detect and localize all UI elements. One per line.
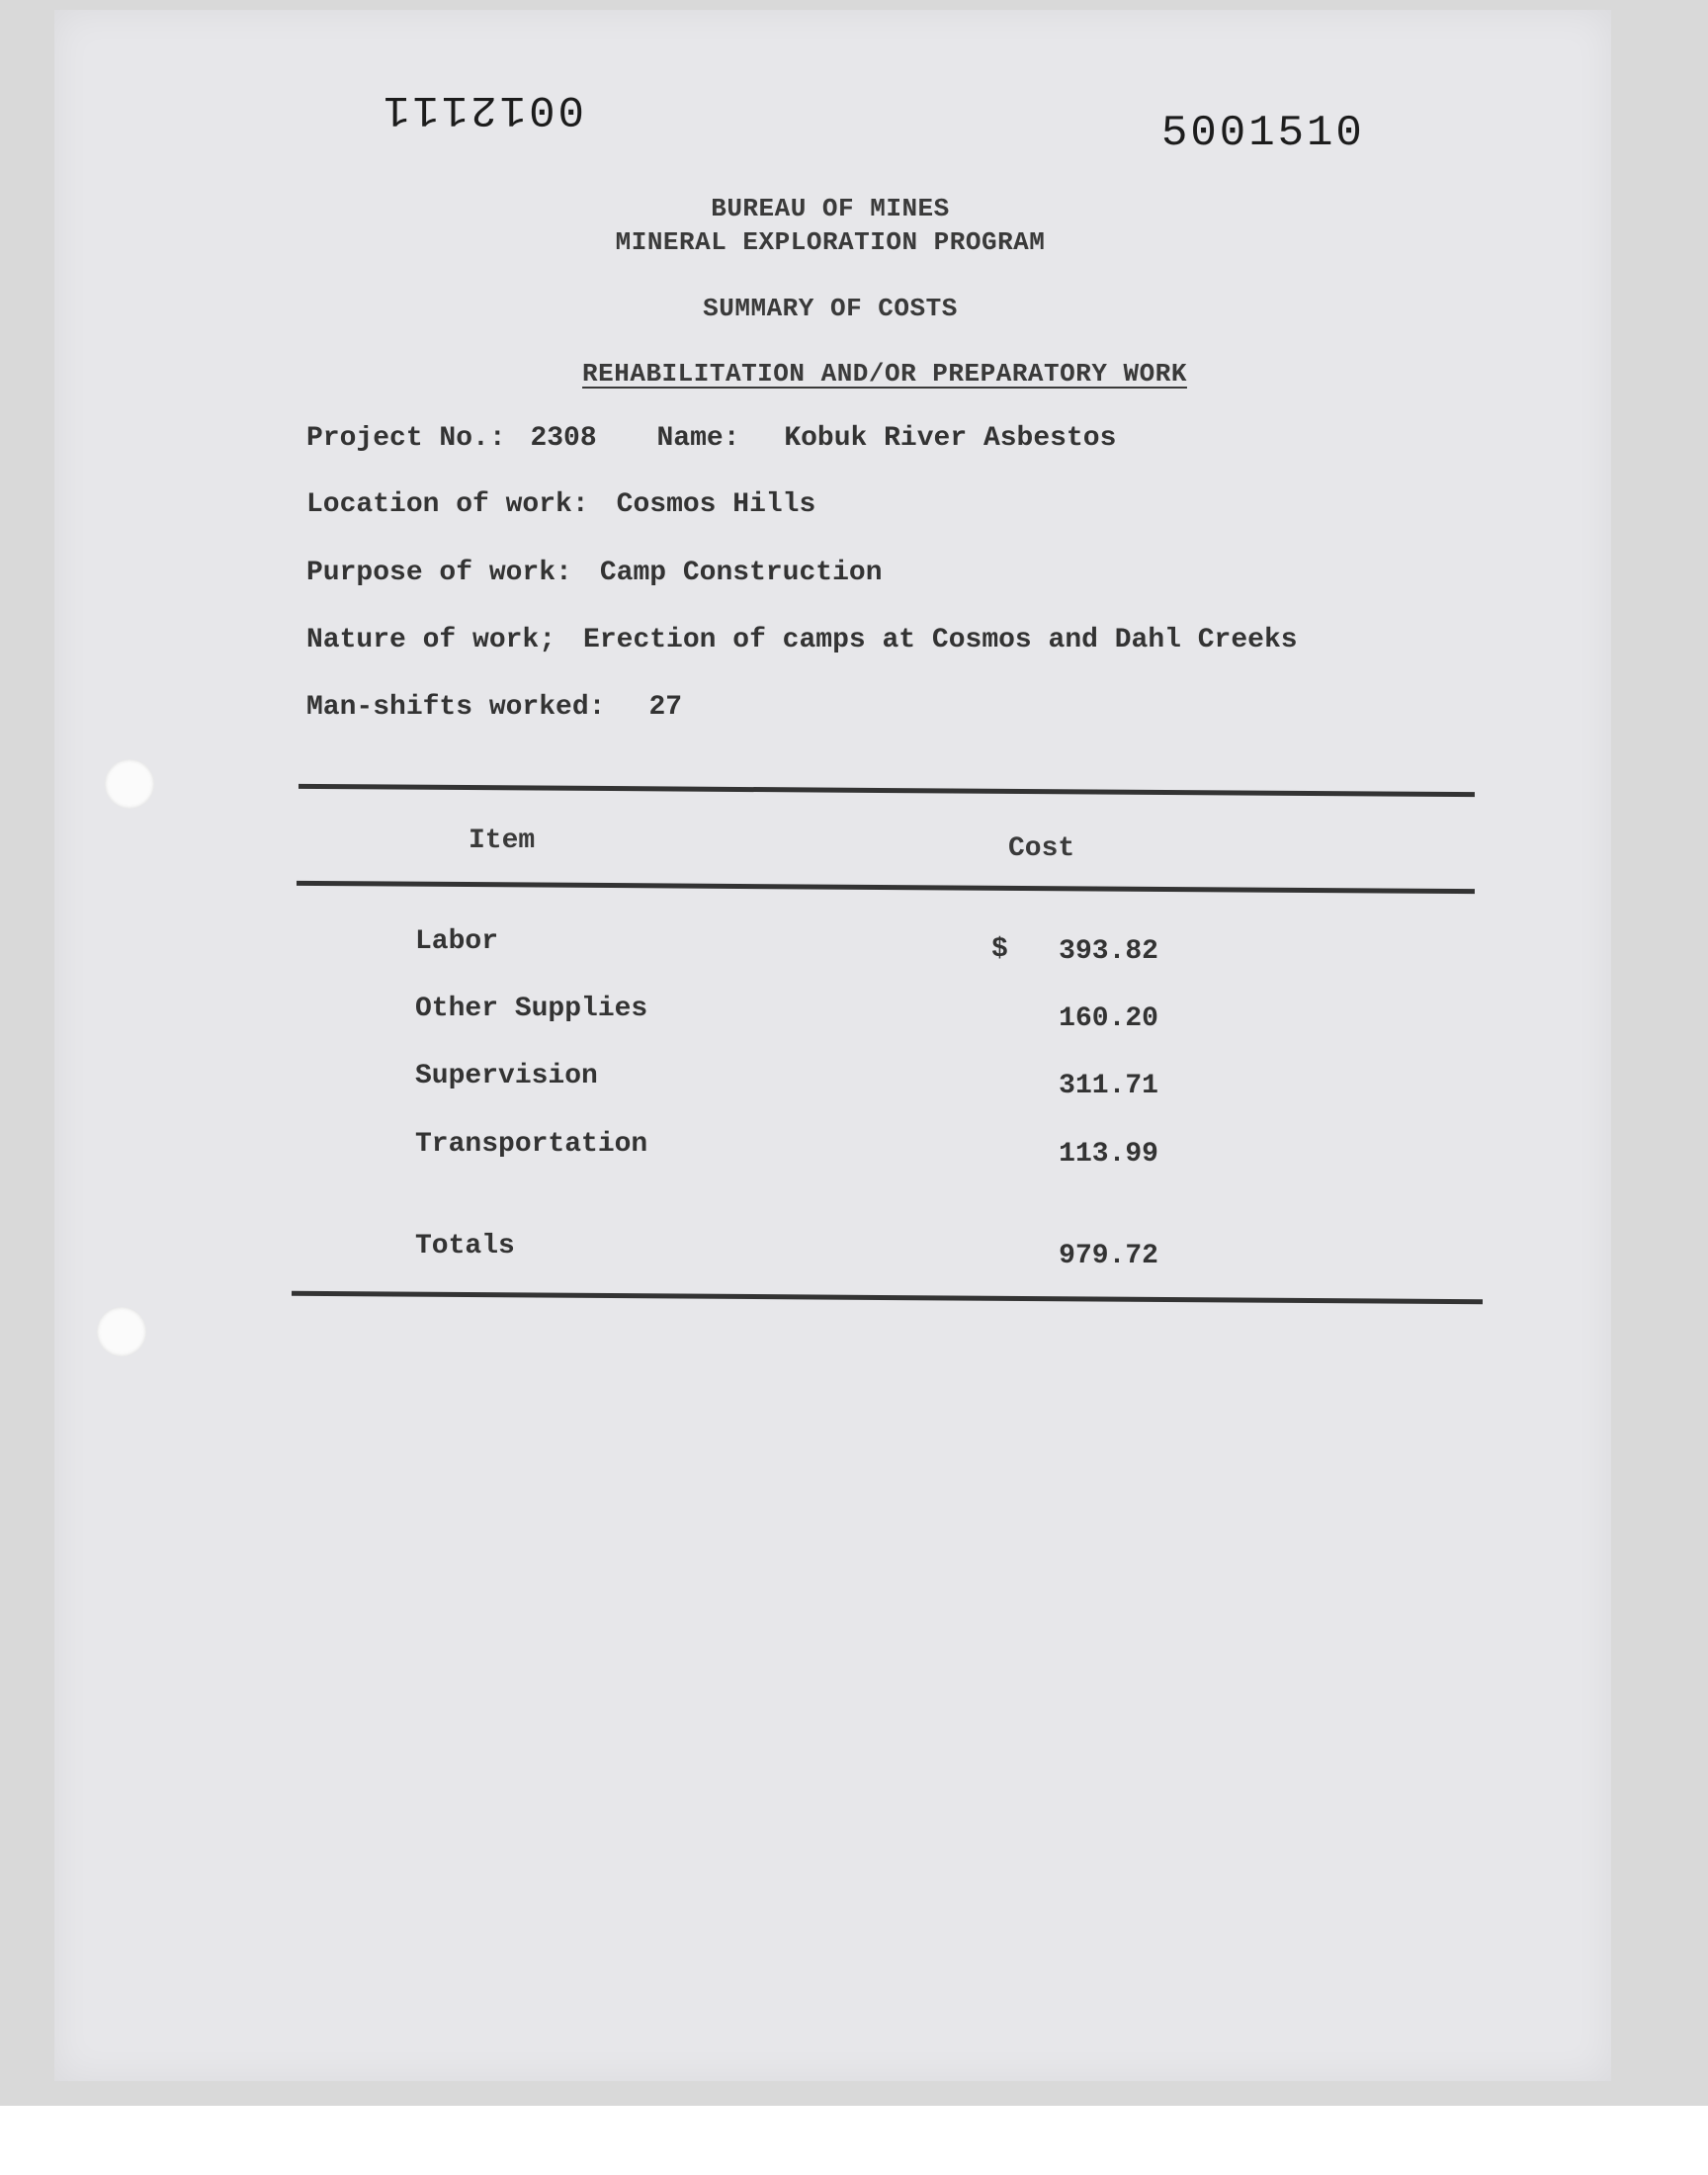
location-field [306, 489, 815, 520]
nature-label: Nature of work; [306, 625, 556, 655]
header-agency: BUREAU OF MINES [711, 194, 950, 223]
row-cost-other-supplies: 160.20 [1059, 1003, 1158, 1034]
document-stamp-number: 5001510 [1161, 109, 1365, 158]
totals-label: Totals [415, 1231, 515, 1262]
project-number: 2308 [530, 423, 597, 454]
shifts-label: Man-shifts worked: [306, 692, 606, 723]
punch-hole-top [105, 759, 154, 809]
project-label: Project No.: [306, 423, 506, 454]
row-cost-supervision: 311.71 [1059, 1071, 1158, 1101]
row-cost-transportation: 113.99 [1059, 1139, 1158, 1170]
shifts-value: 27 [648, 692, 683, 723]
totals-value: 979.72 [1059, 1241, 1158, 1271]
page-subtitle: REHABILITATION AND/OR PREPARATORY WORK [582, 359, 1187, 389]
purpose-label: Purpose of work: [306, 558, 572, 588]
document-stamp-upside-down: 0012111 [381, 84, 584, 133]
row-label-other-supplies: Other Supplies [415, 994, 648, 1024]
name-value: Kobuk River Asbestos [784, 423, 1117, 454]
row-label-labor: Labor [415, 926, 499, 957]
nature-field [306, 625, 1298, 655]
nature-value: Erection of camps at Cosmos and Dahl Creeks [583, 625, 1298, 655]
location-value: Cosmos Hills [616, 489, 816, 520]
shifts-field [306, 692, 682, 723]
page-title: SUMMARY OF COSTS [703, 294, 958, 323]
currency-symbol: $ [991, 934, 1008, 965]
column-header-cost: Cost [1008, 833, 1075, 864]
column-header-item: Item [469, 826, 536, 856]
punch-hole-bottom [97, 1307, 146, 1356]
purpose-value: Camp Construction [599, 558, 883, 588]
row-label-supervision: Supervision [415, 1061, 598, 1091]
header-program: MINERAL EXPLORATION PROGRAM [615, 227, 1046, 257]
location-label: Location of work: [306, 489, 589, 520]
row-cost-labor: 393.82 [1059, 936, 1158, 967]
project-field [306, 423, 1116, 454]
name-label: Name: [656, 423, 740, 454]
row-label-transportation: Transportation [415, 1129, 648, 1160]
purpose-field [306, 558, 883, 588]
